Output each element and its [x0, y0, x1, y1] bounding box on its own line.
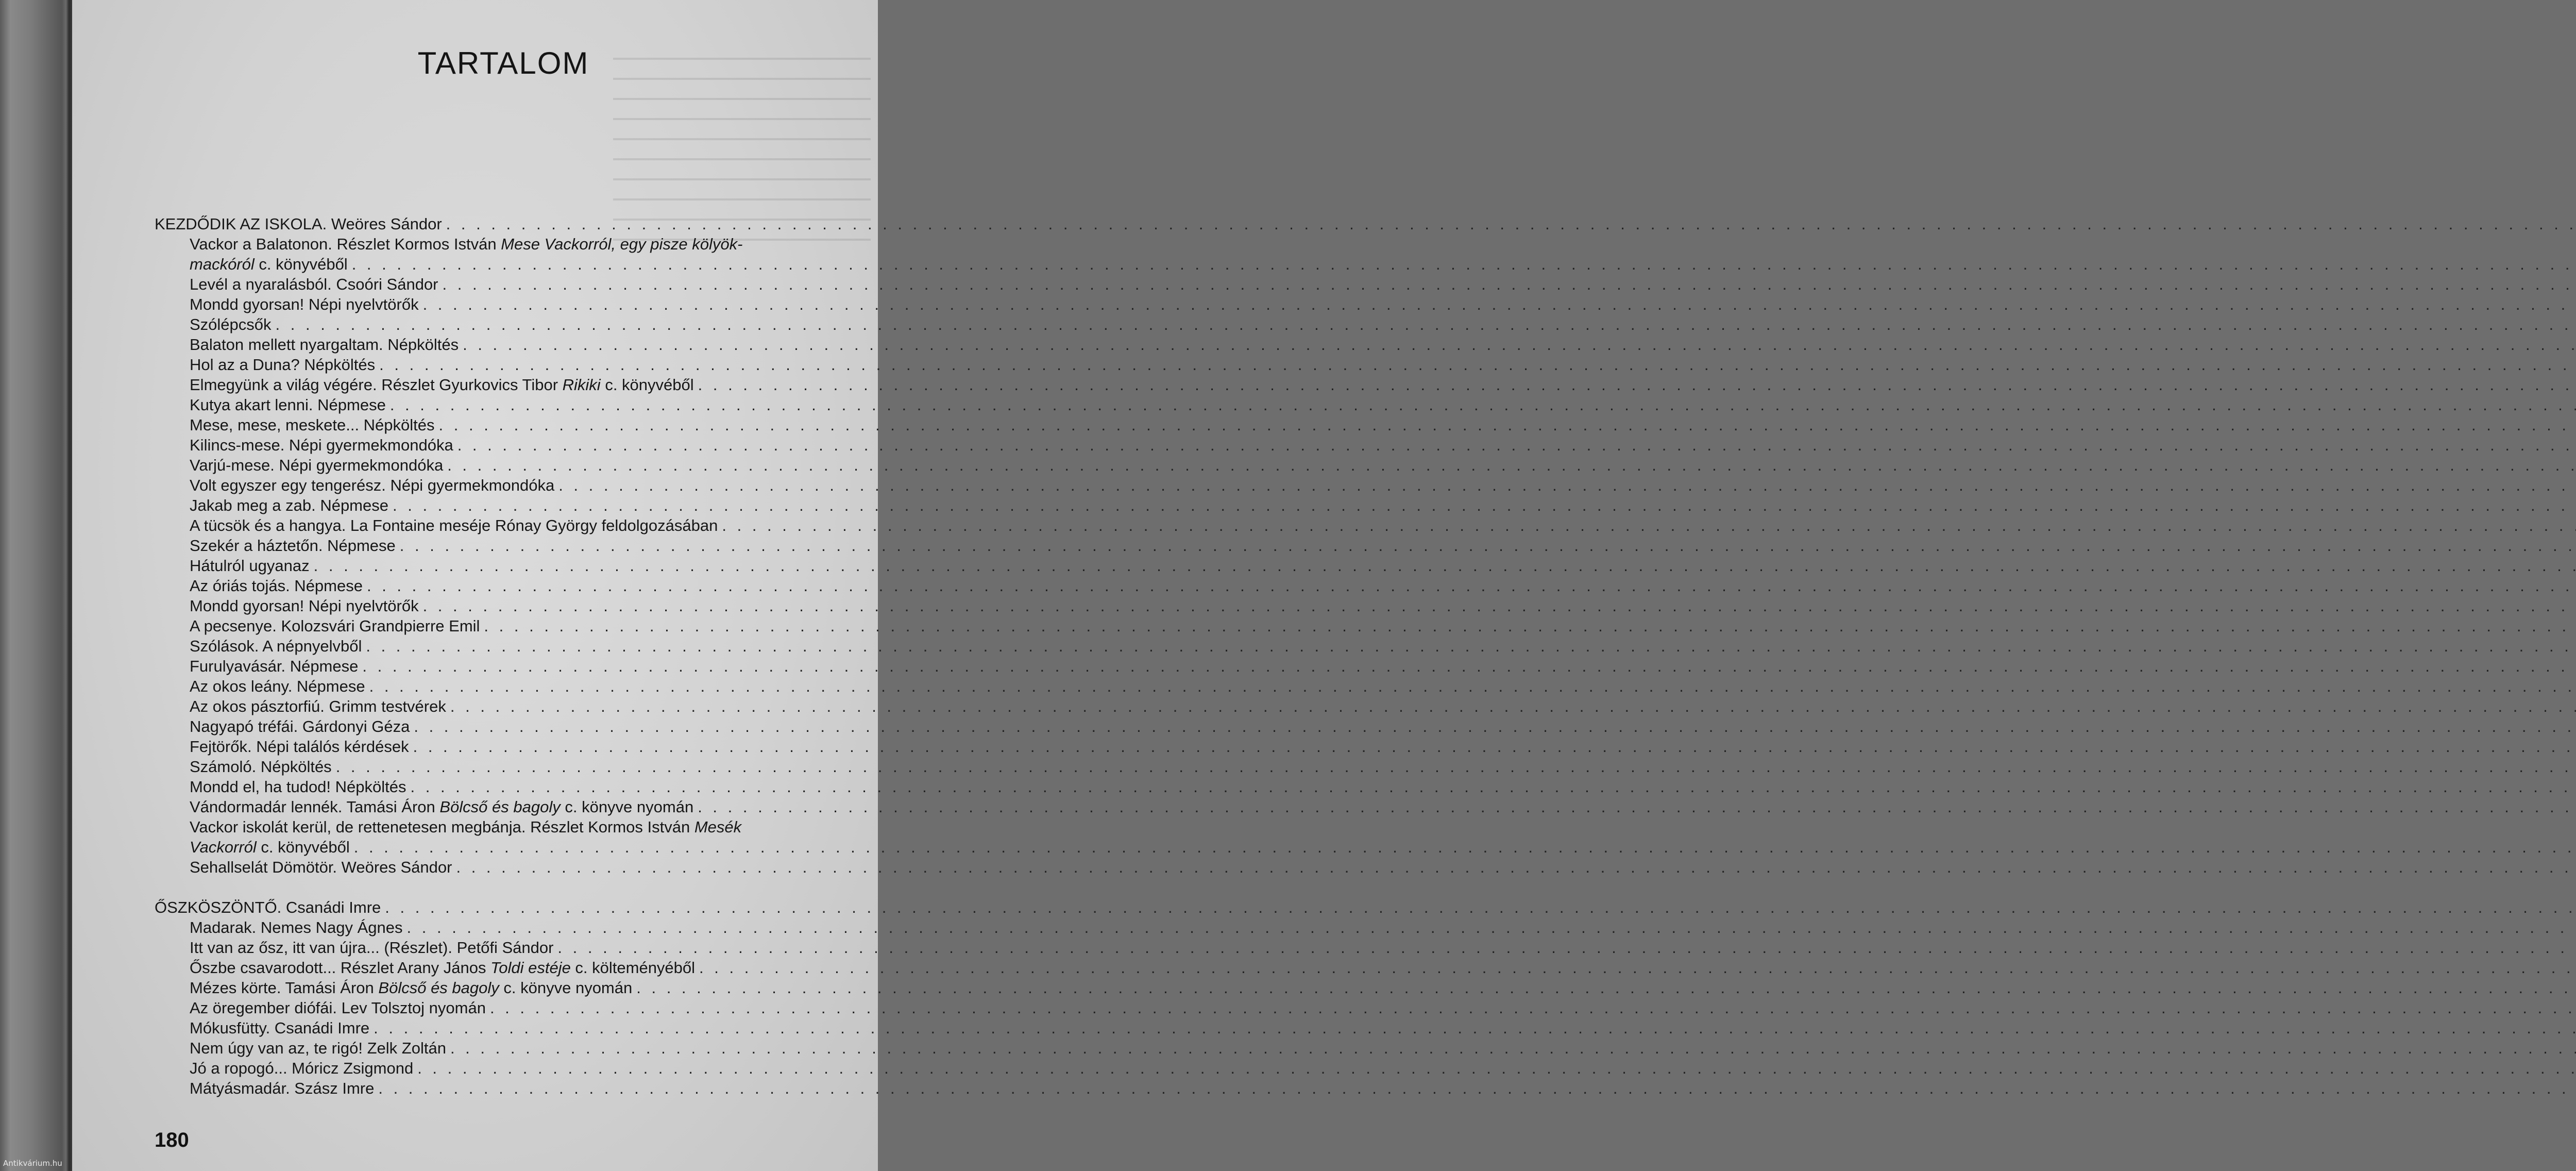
entry-label: Számoló. Népköltés	[190, 758, 332, 776]
toc-entry	[155, 837, 855, 857]
entry-text: c. könyvéből	[600, 376, 694, 394]
toc-entry	[155, 274, 855, 294]
toc-entry	[155, 757, 855, 777]
toc-entry	[155, 375, 855, 395]
entry-text: Elmegyünk a világ végére. Részlet Gyurkovics Tibor	[190, 376, 563, 394]
dot-leader	[409, 737, 2576, 757]
watermark: Antikvárium.hu	[3, 1159, 62, 1168]
entry-text: c. könyvéből	[254, 255, 348, 273]
entry-label: Kutya akart lenni. Népmese	[190, 396, 386, 414]
toc-entry	[155, 938, 855, 958]
entry-label: Mondd el, ha tudod! Népköltés	[190, 778, 406, 796]
dot-leader	[413, 1058, 2576, 1078]
toc-entry	[155, 515, 855, 536]
dot-leader	[554, 475, 2576, 495]
entry-label: Nem úgy van az, te rigó! Zelk Zoltán	[190, 1039, 446, 1057]
dot-leader	[369, 1018, 2576, 1038]
toc-entry	[155, 998, 855, 1018]
dot-leader	[553, 938, 2576, 958]
toc-entry-line	[155, 817, 855, 837]
entry-label: Az okos pásztorfiú. Grimm testvérek	[190, 697, 446, 715]
toc-entry-line	[155, 234, 855, 254]
dot-leader	[358, 656, 2576, 676]
book-page	[72, 0, 878, 1171]
toc-entry	[155, 556, 855, 576]
toc-entry	[155, 415, 855, 435]
dot-leader	[694, 375, 2576, 395]
entry-italic-title: mackóról	[190, 255, 255, 273]
page-title: TARTALOM	[417, 46, 589, 80]
dot-leader	[375, 355, 2576, 375]
dot-leader	[386, 395, 2576, 415]
dot-leader	[452, 857, 2576, 877]
dot-leader	[419, 294, 2576, 314]
entry-label: Madarak. Nemes Nagy Ágnes	[190, 918, 403, 936]
dot-leader	[480, 616, 2576, 636]
dot-leader	[362, 636, 2576, 656]
section-title: ŐSZKÖSZÖNTŐ. Csanádi Imre	[155, 898, 381, 916]
toc-entry	[155, 314, 855, 334]
entry-label: Hátulról ugyanaz	[190, 557, 310, 575]
dot-leader	[272, 314, 2576, 334]
entry-label: Szólépcsők	[190, 315, 272, 333]
entry-label: Az okos leány. Népmese	[190, 677, 365, 695]
entry-label: Sehallselát Dömötör. Weöres Sándor	[190, 858, 452, 876]
entry-italic-title: Mesék	[694, 818, 742, 836]
toc-entry	[155, 616, 855, 636]
section-header	[155, 214, 855, 234]
dot-leader	[718, 515, 2576, 536]
toc-entry	[155, 435, 855, 455]
entry-italic-title: Vackorról	[190, 838, 257, 856]
entry-label: Az öregember diófái. Lev Tolsztoj nyomán	[190, 999, 486, 1017]
dot-leader	[632, 978, 2576, 998]
entry-text: c. könyve nyomán	[560, 798, 694, 816]
dot-leader	[363, 576, 2576, 596]
entry-label	[190, 797, 693, 817]
dot-leader	[410, 716, 2576, 737]
entry-label: Levél a nyaralásból. Csoóri Sándor	[190, 275, 438, 293]
scanned-page	[0, 0, 878, 1171]
page-number: 180	[155, 1129, 189, 1151]
toc-section	[155, 897, 855, 1098]
entry-label	[190, 837, 350, 857]
toc-entry	[155, 656, 855, 676]
entry-label: Balaton mellett nyargaltam. Népköltés	[190, 336, 459, 354]
entry-label: Furulyavásár. Népmese	[190, 657, 359, 675]
dot-leader	[419, 596, 2576, 616]
entry-text: Vackor a Balatonon. Részlet Kormos István	[190, 235, 501, 253]
dot-leader	[396, 536, 2576, 556]
dot-leader	[374, 1078, 2576, 1098]
toc-entry	[155, 978, 855, 998]
dot-leader	[403, 917, 2576, 938]
entry-label	[190, 254, 348, 274]
entry-label: Nagyapó tréfái. Gárdonyi Géza	[190, 717, 410, 735]
toc-section	[155, 214, 855, 877]
dot-leader	[693, 797, 2576, 817]
toc-entry	[155, 1078, 855, 1098]
entry-label: A pecsenye. Kolozsvári Grandpierre Emil	[190, 617, 480, 635]
entry-text: Vackor iskolát kerül, de rettenetesen megbánja. Részlet Kormos István	[190, 818, 694, 836]
dot-leader	[350, 837, 2576, 857]
entry-label: Szekér a háztetőn. Népmese	[190, 537, 396, 555]
toc-entry	[155, 455, 855, 475]
toc-entry	[155, 596, 855, 616]
entry-italic-title: Bölcső és bagoly	[378, 979, 499, 997]
section-title: KEZDŐDIK AZ ISKOLA. Weöres Sándor	[155, 215, 442, 233]
entry-text: c. költeményéből	[570, 959, 696, 977]
toc-entry	[155, 1018, 855, 1038]
toc-entry	[155, 797, 855, 817]
entry-label: Szólások. A népnyelvből	[190, 637, 362, 655]
entry-label: Jó a ropogó... Móricz Zsigmond	[190, 1059, 414, 1077]
entry-italic-title: Mese Vackorról, egy pisze kölyök-	[501, 235, 743, 253]
toc-entry	[155, 576, 855, 596]
dot-leader	[310, 556, 2576, 576]
toc-entry	[155, 696, 855, 716]
toc-entry	[155, 716, 855, 737]
entry-label: Itt van az ősz, itt van újra... (Részlet). Petőfi Sándor	[190, 939, 554, 957]
entry-italic-title: Rikiki	[562, 376, 601, 394]
entry-label: Volt egyszer egy tengerész. Népi gyermekmondóka	[190, 476, 555, 494]
toc-entry	[155, 536, 855, 556]
entry-text: Mézes körte. Tamási Áron	[190, 979, 379, 997]
toc-entry	[155, 1038, 855, 1058]
dot-leader	[435, 415, 2576, 435]
toc-entry	[155, 737, 855, 757]
entry-text: c. könyve nyomán	[499, 979, 633, 997]
entry-text: Vándormadár lennék. Tamási Áron	[190, 798, 440, 816]
dot-leader	[438, 274, 2576, 294]
entry-label: Mátyásmadár. Szász Imre	[190, 1079, 375, 1097]
entry-label: Varjú-mese. Népi gyermekmondóka	[190, 456, 444, 474]
dot-leader	[406, 777, 2576, 797]
toc-entry	[155, 294, 855, 314]
dot-leader	[446, 696, 2576, 716]
toc-entry	[155, 958, 855, 978]
dot-leader	[348, 254, 2576, 274]
entry-label: A tücsök és a hangya. La Fontaine meséje Rónay György feldolgozásában	[190, 516, 718, 534]
entry-label: Mondd gyorsan! Népi nyelvtörők	[190, 597, 419, 615]
entry-label: Jakab meg a zab. Népmese	[190, 496, 388, 514]
entry-text: c. könyvéből	[256, 838, 350, 856]
entry-label: Fejtörők. Népi találós kérdések	[190, 738, 409, 756]
dot-leader	[332, 757, 2576, 777]
dot-leader	[453, 435, 2576, 455]
toc-entry	[155, 636, 855, 656]
entry-label	[190, 375, 694, 395]
toc-entry	[155, 334, 855, 355]
entry-label: Kilincs-mese. Népi gyermekmondóka	[190, 436, 453, 454]
toc-entry	[155, 395, 855, 415]
entry-label: Mese, mese, meskete... Népköltés	[190, 416, 435, 434]
dot-leader	[443, 455, 2576, 475]
entry-italic-title: Toldi estéje	[490, 959, 571, 977]
entry-label: Mondd gyorsan! Népi nyelvtörők	[190, 295, 419, 313]
toc-entry	[155, 777, 855, 797]
toc-entry	[155, 475, 855, 495]
toc-entry	[155, 254, 855, 274]
toc-entry	[155, 355, 855, 375]
entry-label: Mókusfütty. Csanádi Imre	[190, 1019, 370, 1037]
section-header	[155, 897, 855, 917]
dot-leader	[486, 998, 2576, 1018]
entry-label: Hol az a Duna? Népköltés	[190, 356, 376, 374]
entry-label: Az óriás tojás. Népmese	[190, 577, 363, 595]
dot-leader	[442, 214, 2576, 234]
table-of-contents	[155, 214, 855, 1118]
dot-leader	[446, 1038, 2576, 1058]
dot-leader	[695, 958, 2576, 978]
dot-leader	[388, 495, 2576, 515]
dot-leader	[365, 676, 2576, 696]
toc-entry	[155, 495, 855, 515]
toc-entry	[155, 676, 855, 696]
entry-text: Őszbe csavarodott... Részlet Arany János	[190, 959, 491, 977]
entry-label	[190, 978, 632, 998]
toc-entry	[155, 1058, 855, 1078]
toc-entry	[155, 857, 855, 877]
dot-leader	[381, 897, 2576, 917]
dot-leader	[459, 334, 2576, 355]
toc-entry	[155, 917, 855, 938]
entry-italic-title: Bölcső és bagoly	[439, 798, 561, 816]
entry-label	[190, 958, 695, 978]
